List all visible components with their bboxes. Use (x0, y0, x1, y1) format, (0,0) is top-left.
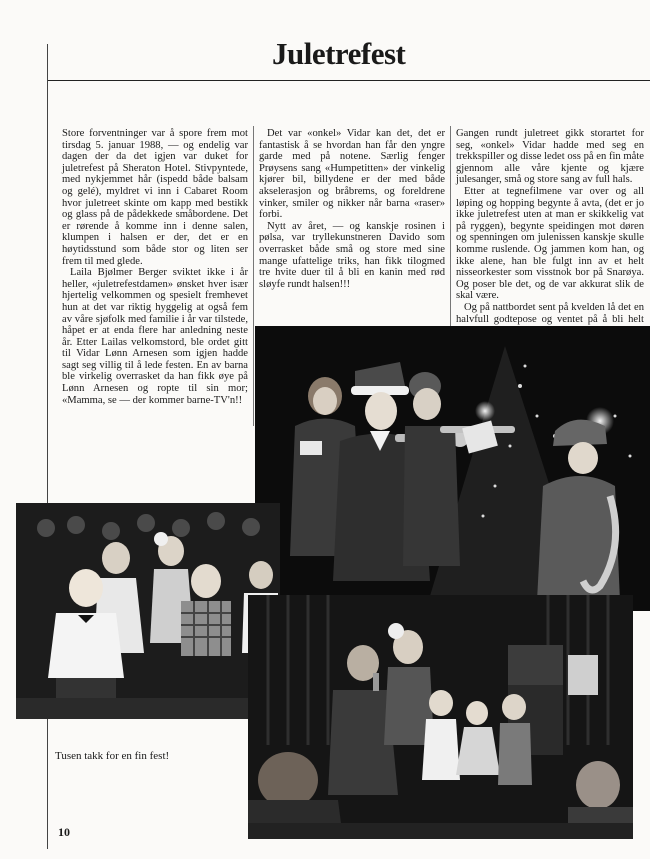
title-rule (47, 80, 650, 81)
text-column-1 (62, 128, 248, 406)
photo-stage-host (248, 595, 633, 839)
paragraph-goodie-bag: Og på nattbordet sent på kvelden lå det en halvfull godtepose og ventet på å bli helt (456, 301, 644, 325)
column-divider (450, 126, 451, 326)
photo-caption: Tusen takk for en fin fest! (55, 750, 170, 762)
photo-elf-band (255, 326, 650, 611)
paragraph-magician: Nytt av året, — og kanskje rosinen i pølsa, var tryllekunstneren Davido som overrasket både små og store med sine mange ufattelige triks, han fikk tilogmed tre hvite duer til å bli en kanin med rød sløyfe rundt halsen!!! (259, 220, 445, 290)
page-number: 10 (58, 825, 70, 839)
photo-elf-band-image (255, 326, 650, 611)
paragraph-santa: Etter at tegnefilmene var over og all løping og hopping begynte å avta, (det er jo ikke juletrefest uten at man er skikkelig vat på ryggen), begynte speidingen mot døren og spenningen om julenissen kanskje skulle komme ruslende. Og jammen kom han, og ikke alene, han ble fulgt inn av et helt nisseorkester som visstnok bor på Snarøya. Og poser ble det, og de var akkurat slik de skal være. (456, 185, 644, 302)
paragraph-onkel-vidar: Det var «onkel» Vidar kan det, det er fantastisk å se hvordan han får den yngre garde med på notene. Særlig fenger Prøysens sang «Humpetitten» der vinkelig kjører bil, billydene er der med både akselerasjon og bråbrems, og foreldrene vinker, smiler og nikker når barna «raser» forbi. (259, 128, 445, 221)
text-column-3 (456, 128, 644, 337)
text-column-2 (259, 128, 445, 290)
column-divider (253, 126, 254, 426)
article-title: Juletrefest (272, 36, 406, 71)
photo-seated-children (16, 503, 280, 719)
margin-rule (47, 44, 48, 849)
paragraph-christmas-tree: Gangen rundt juletreet gikk storartet for seg, «onkel» Vidar hadde med seg en trekkspiller og disse ledet oss på en fin måte gjennom alle våre kjente og kjære julesanger, små og store sang av full hals. (456, 128, 644, 186)
photo-stage-host-image (248, 595, 633, 839)
paragraph-intro: Store forventninger var å spore frem mot tirsdag 5. januar 1988, — og endelig var dagen der da det igjen var duket for juletrefest på Sheraton Hotel. Stivpyntede, med nykjemmet hår (ispedd både balsam og gelé), myldret vi inn i Cabaret Room hvor juletreet skinte om kapp med bestikk og glass på de pådekkede småbordene. Det er rørende å komme inn i denne salen, klumpen i halsen er der, det er en høytidsstund som både stor og liten ser frem til med glede. (62, 128, 248, 267)
paragraph-welcome: Laila Bjølmer Berger sviktet ikke i år heller, «juletrefestdamen» ønsket hver især hjertelig velkommen og spesielt fremhevet hun at det var riktig hyggelig at også fem av våre sjøfolk med familie i år var tilstede, håpet er at enda flere har anledning neste år. Etter Lailas velkomstord, ble ordet gitt til Vidar Lønn Arnesen som igjen hadde sagt seg villig til å lede festen. En av barna ble virkelig overrasket da han fikk øye på Lønn Arnesen og ropte til sin mor; «Mamma, se — der kommer barne-TV'n!! (62, 267, 248, 406)
photo-seated-children-image (16, 503, 280, 719)
